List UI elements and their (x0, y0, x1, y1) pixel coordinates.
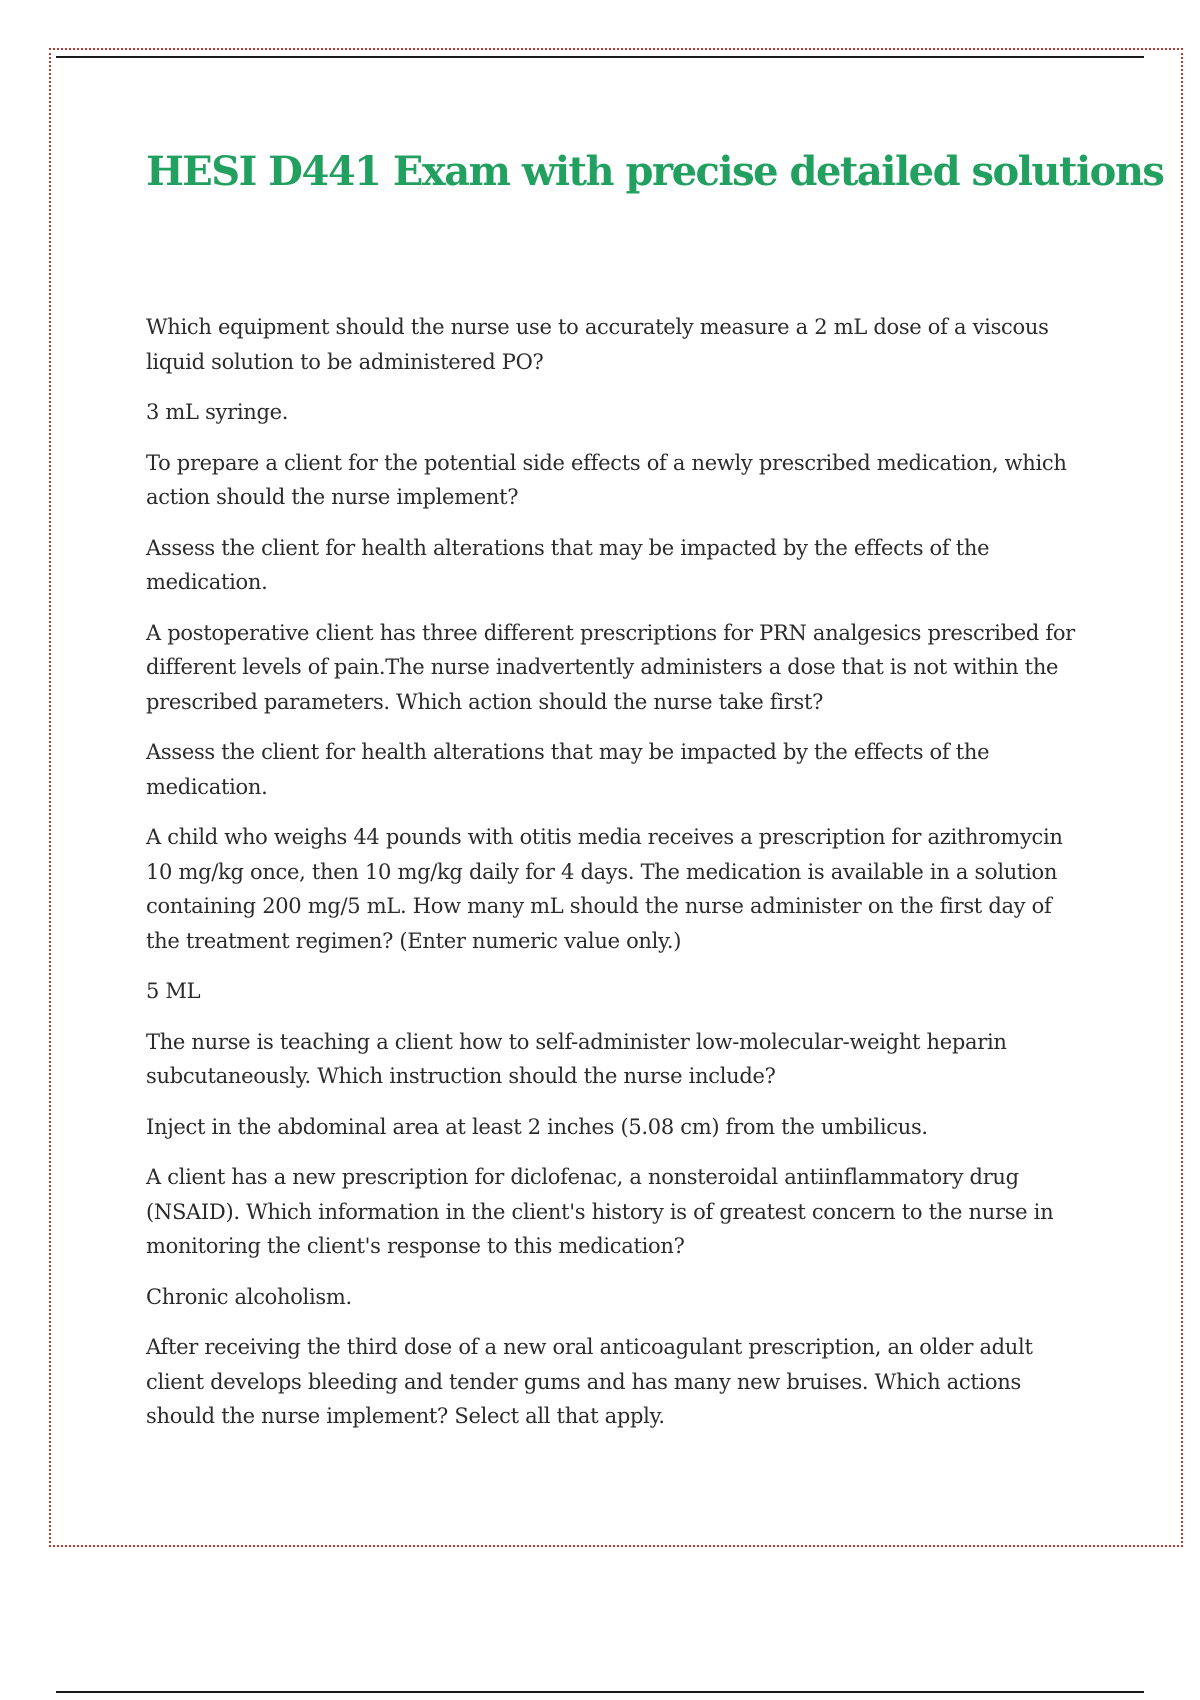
question-3: A postoperative client has three different prescriptions for PRN analgesics prescribed for different levels of pain.The nurse inadvertently administers a dose that is not within the prescribed parameters. Which action should the nurse take first? (146, 620, 1075, 714)
qa-list (146, 310, 1086, 1450)
answer-4: 5 ML (146, 979, 201, 1003)
answer-5: Inject in the abdominal area at least 2 inches (5.08 cm) from the umbilicus. (146, 1114, 928, 1139)
question-2: To prepare a client for the potential side effects of a newly prescribed medication, which action should the nurse implement? (146, 450, 1067, 509)
top-rule-divider (56, 56, 1144, 58)
answer-2: Assess the client for health alterations that may be impacted by the effects of the medication. (146, 535, 990, 594)
question-6: A client has a new prescription for diclofenac, a nonsteroidal antiinflammatory drug (NSAID). Which information in the client's history is of greatest concern to the nurse in monitoring the client's response to this medication? (146, 1165, 1054, 1258)
question-1: Which equipment should the nurse use to accurately measure a 2 mL dose of a viscous liquid solution to be administered PO? (146, 315, 1049, 374)
bottom-rule-divider (56, 1691, 1144, 1693)
question-7: After receiving the third dose of a new oral anticoagulant prescription, an older adult client develops bleeding and tender gums and has many new bruises. Which actions should the nurse implement? Select all that apply. (146, 1335, 1033, 1428)
document-title: HESI D441 Exam with precise detailed solutions (146, 148, 1164, 195)
question-5: The nurse is teaching a client how to self-administer low-molecular-weight heparin subcutaneously. Which instruction should the nurse include? (146, 1029, 1007, 1088)
answer-6: Chronic alcoholism. (146, 1284, 352, 1309)
question-4: A child who weighs 44 pounds with otitis media receives a prescription for azithromycin 10 mg/kg once, then 10 mg/kg daily for 4 days. The medication is available in a solution containing 200 mg/5 mL. How many mL should the nurse administer on the first day of the treatment regimen? (Enter numeric value only.) (146, 825, 1063, 953)
answer-3: Assess the client for health alterations that may be impacted by the effects of the medication. (146, 740, 990, 799)
answer-1: 3 mL syringe. (146, 400, 289, 424)
